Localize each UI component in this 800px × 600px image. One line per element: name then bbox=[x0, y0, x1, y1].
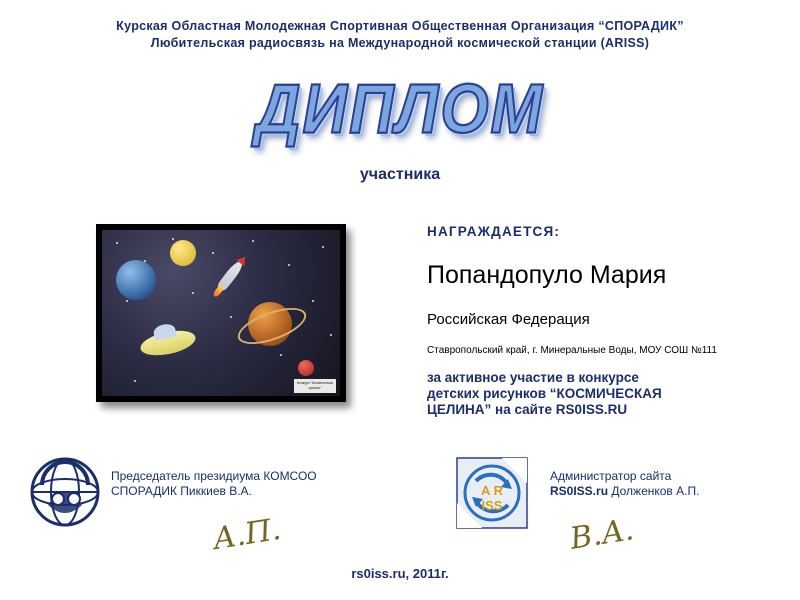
page-subtitle: участника bbox=[359, 166, 441, 183]
award-reason-line-1: за активное участие в конкурсе bbox=[427, 370, 639, 385]
organization-header bbox=[0, 0, 800, 52]
award-reason bbox=[427, 370, 767, 418]
header-line-1: Курская Областная Молодежная Спортивная Общественная Организация “СПОРАДИК” bbox=[116, 19, 684, 33]
ariss-logo-bottom-text: ISS bbox=[481, 498, 503, 513]
recipient-country: Российская Федерация bbox=[427, 311, 590, 328]
drawing-frame bbox=[96, 224, 346, 402]
award-block bbox=[427, 224, 767, 418]
handwritten-signature-left: А.П. bbox=[210, 511, 284, 558]
signature-right-line-1: Администратор сайта bbox=[550, 469, 672, 483]
title-block bbox=[0, 70, 800, 149]
signature-left-line-1: Председатель президиума КОМСОО bbox=[111, 469, 317, 483]
drawing-caption: Конкурс “Космическая целина” bbox=[294, 379, 336, 393]
planet-yellow bbox=[170, 240, 196, 266]
recipient-name: Попандопуло Мария bbox=[427, 261, 667, 289]
handwritten-signature-right: В.А. bbox=[567, 512, 637, 557]
award-reason-line-3: ЦЕЛИНА” на сайте RS0ISS.RU bbox=[427, 402, 628, 417]
ariss-logo bbox=[456, 457, 528, 529]
signature-right-line-2 bbox=[550, 484, 780, 499]
planet-earth bbox=[116, 260, 156, 300]
ariss-logo-top-text: A R bbox=[481, 483, 503, 498]
planet-red bbox=[298, 360, 314, 376]
childrens-drawing-image bbox=[102, 230, 340, 396]
spaceship-icon bbox=[138, 326, 197, 359]
signature-left-text bbox=[111, 469, 391, 499]
signature-right-person: Долженков А.П. bbox=[608, 484, 700, 498]
komsoo-globe-logo bbox=[28, 455, 102, 529]
certificate-body bbox=[0, 216, 800, 416]
signature-left-line-2: СПОРАДИК Пиккиев В.А. bbox=[111, 484, 252, 498]
rocket-icon bbox=[217, 259, 246, 292]
header-line-2: Любительская радиосвязь на Международной космической станции (ARISS) bbox=[150, 36, 650, 50]
recipient-school: Ставропольский край, г. Минеральные Воды, МОУ СОШ №111 bbox=[427, 345, 717, 356]
signature-right-site: RS0ISS.ru bbox=[550, 484, 609, 498]
page-title: ДИПЛОМ bbox=[255, 70, 545, 149]
awarded-label: НАГРАЖДАЕТСЯ: bbox=[427, 224, 561, 239]
footer-text: rs0iss.ru, 2011г. bbox=[351, 566, 449, 581]
signature-right-text bbox=[550, 469, 780, 499]
award-reason-line-2: детских рисунков “КОСМИЧЕСКАЯ bbox=[427, 386, 662, 401]
